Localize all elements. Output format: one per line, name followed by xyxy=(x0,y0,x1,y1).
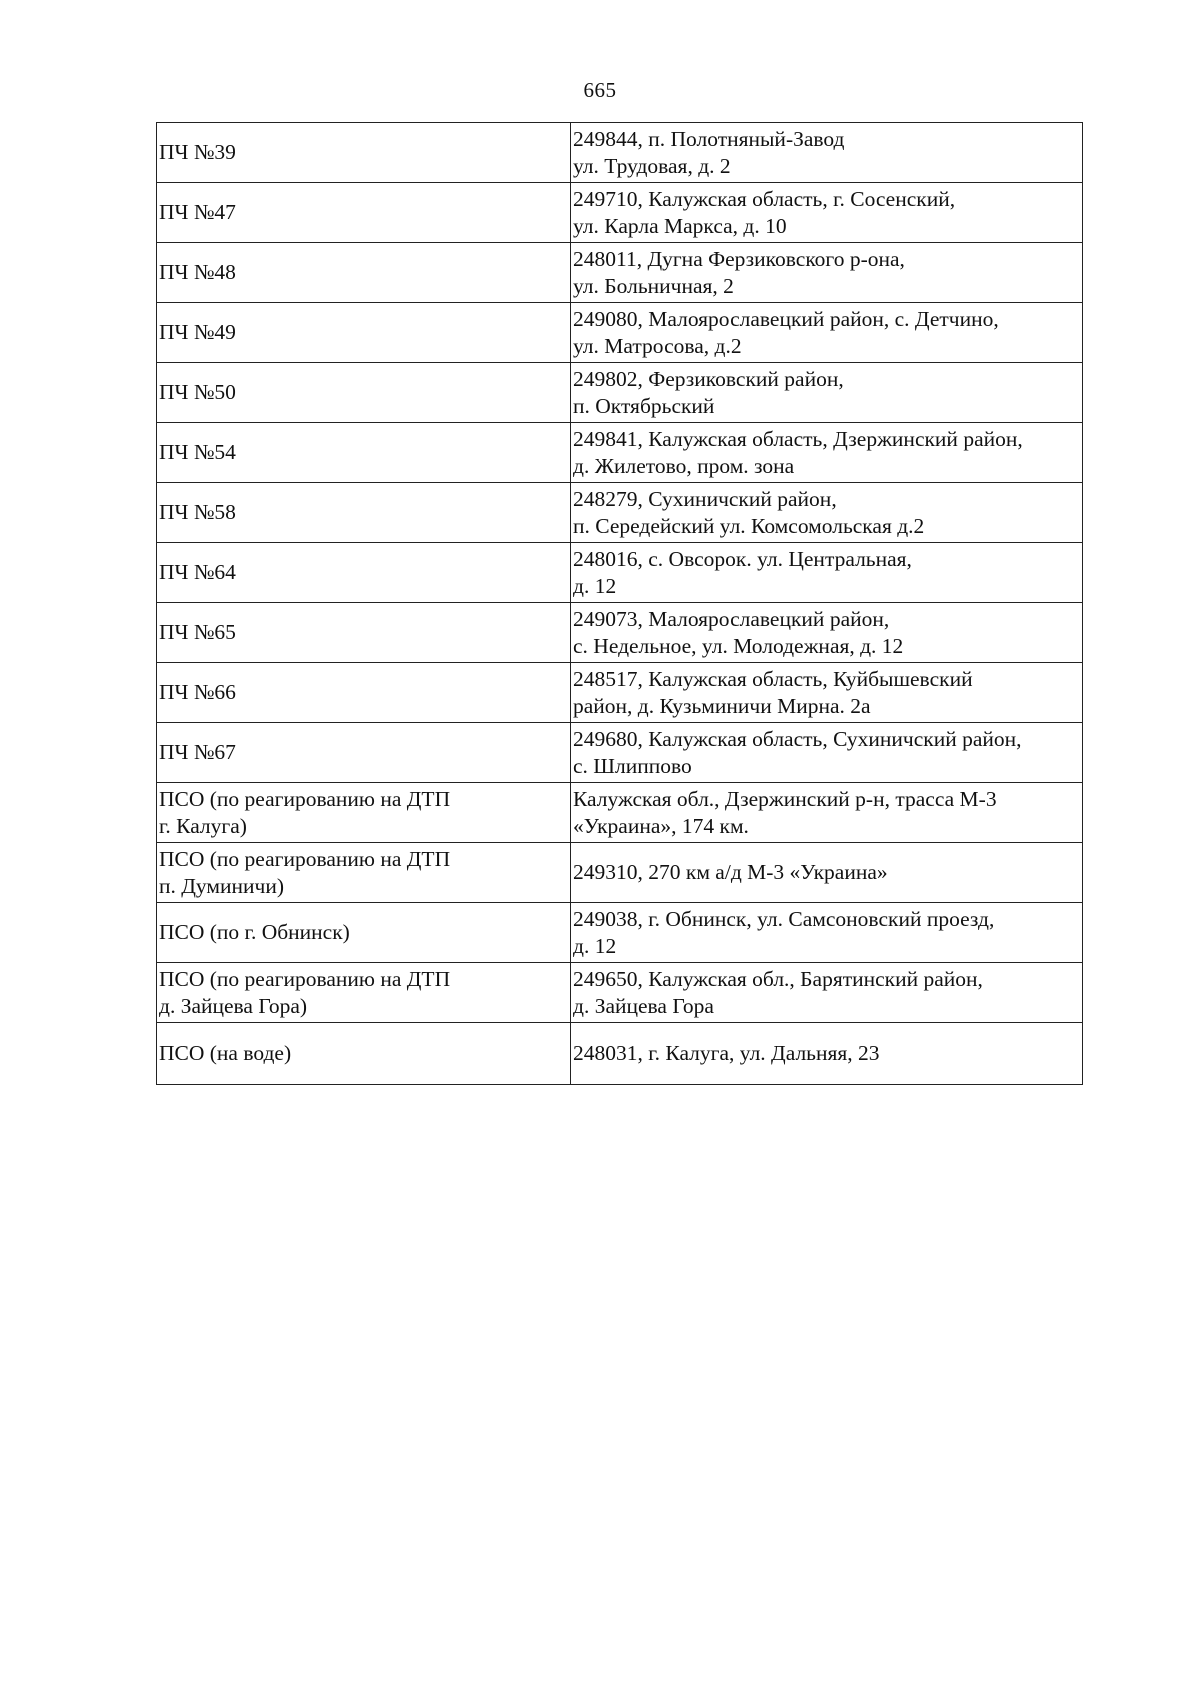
page-number: 665 xyxy=(583,78,617,102)
unit-cell: ПЧ №49 xyxy=(157,303,571,363)
unit-cell: ПЧ №65 xyxy=(157,603,571,663)
units-address-table xyxy=(156,122,1083,1085)
unit-cell: ПСО (по реагированию на ДТП г. Калуга) xyxy=(157,783,571,843)
table-row xyxy=(157,183,1083,243)
unit-cell: ПЧ №58 xyxy=(157,483,571,543)
table-row xyxy=(157,843,1083,903)
address-cell: 248011, Дугна Ферзиковского р-она, ул. Больничная, 2 xyxy=(571,243,1083,303)
address-cell: 249680, Калужская область, Сухиничский район, с. Шлиппово xyxy=(571,723,1083,783)
address-cell: 249710, Калужская область, г. Сосенский, ул. Карла Маркса, д. 10 xyxy=(571,183,1083,243)
table-row xyxy=(157,303,1083,363)
address-cell: 249038, г. Обнинск, ул. Самсоновский проезд, д. 12 xyxy=(571,903,1083,963)
address-cell: 249650, Калужская обл., Барятинский район, д. Зайцева Гора xyxy=(571,963,1083,1023)
table-row xyxy=(157,243,1083,303)
unit-cell: ПСО (по реагированию на ДТП п. Думиничи) xyxy=(157,843,571,903)
table-row xyxy=(157,483,1083,543)
table-row xyxy=(157,123,1083,183)
unit-cell: ПСО (по реагированию на ДТП д. Зайцева Гора) xyxy=(157,963,571,1023)
table-body xyxy=(157,123,1083,1085)
table-row xyxy=(157,783,1083,843)
unit-cell: ПЧ №39 xyxy=(157,123,571,183)
table-row xyxy=(157,363,1083,423)
unit-cell: ПСО (по г. Обнинск) xyxy=(157,903,571,963)
address-cell: 249844, п. Полотняный-Завод ул. Трудовая, д. 2 xyxy=(571,123,1083,183)
unit-cell: ПЧ №66 xyxy=(157,663,571,723)
table-row xyxy=(157,423,1083,483)
unit-cell: ПЧ №48 xyxy=(157,243,571,303)
table-row xyxy=(157,723,1083,783)
unit-cell: ПЧ №67 xyxy=(157,723,571,783)
table-row xyxy=(157,1023,1083,1085)
address-cell: 249802, Ферзиковский район, п. Октябрьский xyxy=(571,363,1083,423)
unit-cell: ПЧ №50 xyxy=(157,363,571,423)
address-cell: 248279, Сухиничский район, п. Середейский ул. Комсомольская д.2 xyxy=(571,483,1083,543)
address-cell: 249080, Малоярославецкий район, с. Детчино, ул. Матросова, д.2 xyxy=(571,303,1083,363)
address-cell: Калужская обл., Дзержинский р-н, трасса М-3 «Украина», 174 км. xyxy=(571,783,1083,843)
table-row xyxy=(157,663,1083,723)
unit-cell: ПЧ №54 xyxy=(157,423,571,483)
address-cell: 248016, с. Овсорок. ул. Центральная, д. 12 xyxy=(571,543,1083,603)
table-row xyxy=(157,963,1083,1023)
unit-cell: ПЧ №47 xyxy=(157,183,571,243)
address-cell: 249073, Малоярославецкий район, с. Недельное, ул. Молодежная, д. 12 xyxy=(571,603,1083,663)
table-row xyxy=(157,543,1083,603)
unit-cell: ПСО (на воде) xyxy=(157,1023,571,1085)
address-cell: 248031, г. Калуга, ул. Дальняя, 23 xyxy=(571,1023,1083,1085)
table-row xyxy=(157,603,1083,663)
unit-cell: ПЧ №64 xyxy=(157,543,571,603)
address-cell: 248517, Калужская область, Куйбышевский район, д. Кузьминичи Мирна. 2а xyxy=(571,663,1083,723)
table-row xyxy=(157,903,1083,963)
address-cell: 249841, Калужская область, Дзержинский район, д. Жилетово, пром. зона xyxy=(571,423,1083,483)
address-cell: 249310, 270 км а/д М-3 «Украина» xyxy=(571,843,1083,903)
